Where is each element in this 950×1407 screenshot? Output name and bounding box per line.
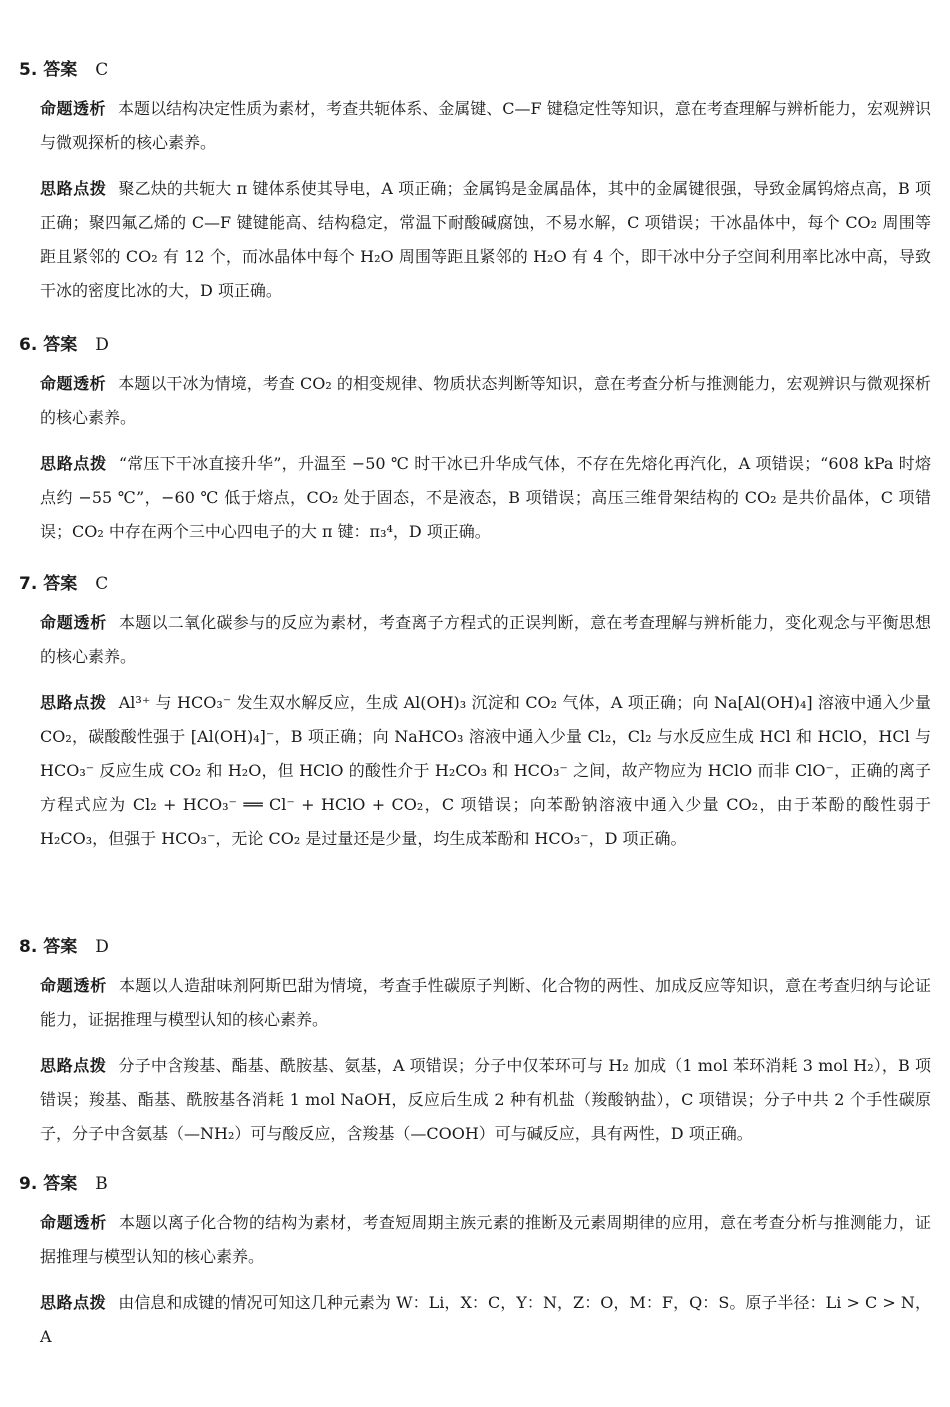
hint-label: 思路点拨 <box>40 1056 107 1075</box>
analysis-label: 命题透析 <box>40 99 107 118</box>
analysis-paragraph <box>40 1206 931 1274</box>
answer-letter: C <box>95 60 109 80</box>
answer-label: 7. 答案 <box>19 574 78 594</box>
answer-label: 6. 答案 <box>19 335 78 355</box>
answer-label: 5. 答案 <box>19 60 78 80</box>
hint-paragraph <box>40 447 931 549</box>
analysis-text: 本题以人造甜味剂阿斯巴甜为情境，考查手性碳原子判断、化合物的两性、加成反应等知识，意在考查归纳与论证能力，证据推理与模型认知的核心素养。 <box>40 976 931 1029</box>
answer-label: 9. 答案 <box>19 1174 78 1194</box>
answer-letter: D <box>95 937 109 957</box>
hint-label: 思路点拨 <box>40 1293 107 1312</box>
analysis-text: 本题以离子化合物的结构为素材，考查短周期主族元素的推断及元素周期律的应用，意在考查分析与推测能力，证据推理与模型认知的核心素养。 <box>40 1213 931 1266</box>
answer-line <box>19 1172 931 1196</box>
hint-text: 由信息和成键的情况可知这几种元素为 W：Li，X：C，Y：N，Z：O，M：F，Q：S。原子半径：Li > C > N，A <box>40 1293 931 1346</box>
hint-text: 聚乙炔的共轭大 π 键体系使其导电，A 项正确；金属钨是金属晶体，其中的金属键很强，导致金属钨熔点高，B 项正确；聚四氟乙烯的 C—F 键键能高、结构稳定，常温下耐酸碱腐蚀，不易水解，C 项错误；干冰晶体中，每个 CO₂ 周围等距且紧邻的 CO₂ 有 12 个，而冰晶体中每个 H₂O 周围等距且紧邻的 H₂O 有 4 个，即干冰中分子空间利用率比冰中高，导致干冰的密度比冰的大，D 项正确。 <box>40 179 931 300</box>
question-6 <box>19 333 931 549</box>
answer-line <box>19 935 931 959</box>
hint-text: 分子中含羧基、酯基、酰胺基、氨基，A 项错误；分子中仅苯环可与 H₂ 加成（1 mol 苯环消耗 3 mol H₂），B 项错误；羧基、酯基、酰胺基各消耗 1 mol NaOH，反应后生成 2 种有机盐（羧酸钠盐），C 项错误；分子中共 2 个手性碳原子，分子中含氨基（—NH₂）可与酸反应，含羧基（—COOH）可与碱反应，具有两性，D 项正确。 <box>40 1056 931 1143</box>
hint-text: “常压下干冰直接升华”，升温至 −50 ℃ 时干冰已升华成气体，不存在先熔化再汽化，A 项错误；“608 kPa 时熔点约 −55 ℃”，−60 ℃ 低于熔点，CO₂ 处于固态，不是液态，B 项错误；高压三维骨架结构的 CO₂ 是共价晶体，C 项错误；CO₂ 中存在两个三中心四电子的大 π 键：π₃⁴，D 项正确。 <box>40 454 931 541</box>
hint-label: 思路点拨 <box>40 693 107 712</box>
analysis-text: 本题以二氧化碳参与的反应为素材，考查离子方程式的正误判断，意在考查理解与辨析能力，变化观念与平衡思想的核心素养。 <box>40 613 931 666</box>
hint-paragraph <box>40 1286 931 1354</box>
question-8 <box>19 935 931 1151</box>
question-7 <box>19 572 931 856</box>
analysis-label: 命题透析 <box>40 1213 107 1232</box>
answer-line <box>19 333 931 357</box>
analysis-text: 本题以结构决定性质为素材，考查共轭体系、金属键、C—F 键稳定性等知识，意在考查理解与辨析能力，宏观辨识与微观探析的核心素养。 <box>40 99 931 152</box>
answer-label: 8. 答案 <box>19 937 78 957</box>
hint-paragraph <box>40 172 931 308</box>
hint-text: Al³⁺ 与 HCO₃⁻ 发生双水解反应，生成 Al(OH)₃ 沉淀和 CO₂ 气体，A 项正确；向 Na[Al(OH)₄] 溶液中通入少量 CO₂，碳酸酸性强于 [Al(OH)₄]⁻，B 项正确；向 NaHCO₃ 溶液中通入少量 Cl₂，Cl₂ 与水反应生成 HCl 和 HClO，HCl 与 HCO₃⁻ 反应生成 CO₂ 和 H₂O，但 HClO 的酸性介于 H₂CO₃ 和 HCO₃⁻ 之间，故产物应为 HClO 而非 ClO⁻，正确的离子方程式应为 Cl₂ + HCO₃⁻ ══ Cl⁻ + HClO + CO₂，C 项错误；向苯酚钠溶液中通入少量 CO₂，由于苯酚的酸性弱于 H₂CO₃，但强于 HCO₃⁻，无论 CO₂ 是过量还是少量，均生成苯酚和 HCO₃⁻，D 项正确。 <box>40 693 931 848</box>
answer-letter: D <box>95 335 109 355</box>
answer-letter: C <box>95 574 109 594</box>
hint-paragraph <box>40 1049 931 1151</box>
analysis-paragraph <box>40 92 931 160</box>
analysis-paragraph <box>40 969 931 1037</box>
analysis-paragraph <box>40 367 931 435</box>
analysis-label: 命题透析 <box>40 976 107 995</box>
hint-label: 思路点拨 <box>40 179 107 198</box>
question-9 <box>19 1172 931 1354</box>
answer-letter: B <box>95 1174 108 1194</box>
answer-line <box>19 58 931 82</box>
answer-line <box>19 572 931 596</box>
analysis-paragraph <box>40 606 931 674</box>
analysis-label: 命题透析 <box>40 374 107 393</box>
analysis-label: 命题透析 <box>40 613 107 632</box>
question-5 <box>19 58 931 308</box>
analysis-text: 本题以干冰为情境，考查 CO₂ 的相变规律、物质状态判断等知识，意在考查分析与推测能力，宏观辨识与微观探析的核心素养。 <box>40 374 931 427</box>
hint-paragraph <box>40 686 931 856</box>
hint-label: 思路点拨 <box>40 454 107 473</box>
